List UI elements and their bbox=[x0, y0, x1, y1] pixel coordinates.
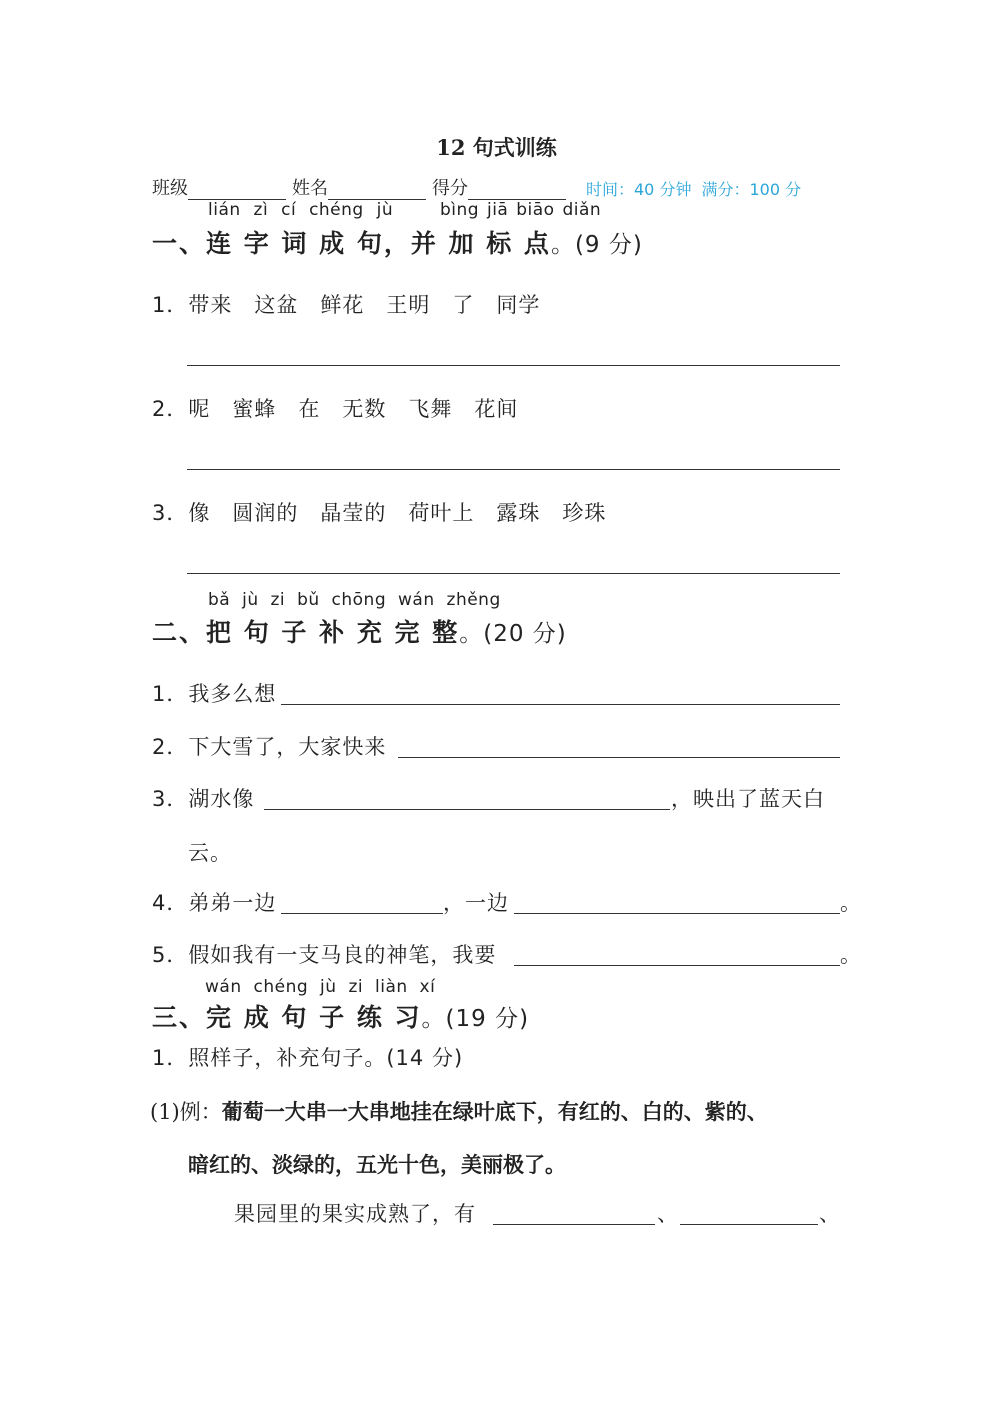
s1-item-2 bbox=[152, 393, 518, 423]
s3-sep-2: 、 bbox=[819, 1202, 841, 1226]
s3-fill-text: 果园里的果实成熟了，有 bbox=[234, 1202, 476, 1226]
s2-blank-2[interactable] bbox=[398, 757, 840, 758]
s2-item-3 bbox=[152, 783, 254, 813]
item-text: 下大雪了，大家快来 bbox=[188, 735, 387, 759]
section1-heading bbox=[152, 224, 643, 260]
s1-answer-line-3[interactable] bbox=[187, 573, 840, 574]
s2-item-2 bbox=[152, 731, 386, 761]
class-label: 班级 bbox=[152, 178, 188, 199]
time-info: 时间：40 分钟 bbox=[586, 180, 692, 199]
s2-item-5-end: 。 bbox=[840, 943, 862, 967]
s3-question-1: 1．照样子，补充句子。(14 分) bbox=[152, 1046, 464, 1070]
section2-heading bbox=[152, 613, 567, 649]
item-number: 2． bbox=[152, 735, 189, 759]
item-number: 4． bbox=[152, 891, 189, 915]
example-sentence-1: 葡萄一大串一大串地挂在绿叶底下，有红的、白的、紫的、 bbox=[221, 1100, 768, 1124]
s2-blank-3[interactable] bbox=[264, 809, 670, 810]
section1-pinyin-b: bìng jiā biāo diǎn bbox=[440, 200, 602, 220]
s1-answer-line-1[interactable] bbox=[187, 365, 840, 366]
section3-pinyin: wán chéng jù zi liàn xí bbox=[205, 977, 436, 997]
item-number: 3． bbox=[152, 501, 189, 525]
score-blank[interactable] bbox=[468, 181, 566, 200]
item-text: 弟弟一边 bbox=[188, 891, 277, 915]
s1-answer-line-2[interactable] bbox=[187, 469, 840, 470]
class-blank[interactable] bbox=[188, 181, 286, 200]
s2-blank-1[interactable] bbox=[281, 704, 840, 705]
s2-item-3-after: ，映出了蓝天白 bbox=[671, 787, 825, 811]
section2-pinyin: bǎ jù zi bǔ chōng wán zhěng bbox=[208, 590, 501, 610]
page-title: 12 句式训练 bbox=[436, 135, 557, 160]
name-label: 姓名 bbox=[292, 178, 328, 199]
section3-heading-text: 三、完 成 句 子 练 习 bbox=[152, 1003, 422, 1032]
example-prefix: (1)例： bbox=[150, 1100, 222, 1124]
item-text: 我多么想 bbox=[188, 682, 277, 706]
item-number: 5． bbox=[152, 943, 189, 967]
item-number: 2． bbox=[152, 397, 189, 421]
s2-item-1 bbox=[152, 678, 276, 708]
item-number: 1． bbox=[152, 293, 189, 317]
s3-example-line-2: 暗红的、淡绿的，五光十色，美丽极了。 bbox=[188, 1153, 566, 1177]
section2-heading-text: 二、把 句 子 补 充 完 整 bbox=[152, 618, 460, 647]
section1-pinyin-a: lián zì cí chéng jù bbox=[208, 200, 394, 220]
full-score-info: 满分：100 分 bbox=[701, 180, 802, 199]
s3-blank-1[interactable] bbox=[493, 1224, 655, 1225]
item-words: 带来 这盆 鲜花 王明 了 同学 bbox=[188, 293, 541, 317]
info-row bbox=[152, 174, 801, 200]
s2-blank-5[interactable] bbox=[514, 965, 840, 966]
s3-example-line-1 bbox=[150, 1096, 768, 1126]
section3-heading bbox=[152, 998, 529, 1034]
score-label: 得分 bbox=[432, 178, 468, 199]
item-words: 像 圆润的 晶莹的 荷叶上 露珠 珍珠 bbox=[188, 501, 607, 525]
item-number: 1． bbox=[152, 682, 189, 706]
section3-score: 。(19 分) bbox=[421, 1006, 530, 1032]
item-text: 假如我有一支马良的神笔，我要 bbox=[188, 943, 497, 967]
s2-blank-4b[interactable] bbox=[514, 913, 840, 914]
item-number: 3． bbox=[152, 787, 189, 811]
s2-item-3-cont: 云。 bbox=[188, 841, 232, 865]
s3-blank-2[interactable] bbox=[680, 1224, 818, 1225]
item-words: 呢 蜜蜂 在 无数 飞舞 花间 bbox=[188, 397, 519, 421]
s2-item-4 bbox=[152, 887, 276, 917]
s2-item-5 bbox=[152, 939, 496, 969]
s3-sep-1: 、 bbox=[657, 1202, 679, 1226]
s1-item-3 bbox=[152, 497, 606, 527]
section1-heading-text: 一、连 字 词 成 句，并 加 标 点 bbox=[152, 229, 551, 258]
s2-item-4-end: 。 bbox=[840, 891, 862, 915]
item-text: 湖水像 bbox=[188, 787, 255, 811]
s2-blank-4a[interactable] bbox=[281, 913, 443, 914]
s1-item-1 bbox=[152, 289, 540, 319]
name-blank[interactable] bbox=[328, 181, 426, 200]
section1-score: 。(9 分) bbox=[550, 232, 643, 258]
s2-item-4-mid: ，一边 bbox=[443, 891, 509, 915]
section2-score: 。(20 分) bbox=[459, 621, 567, 647]
